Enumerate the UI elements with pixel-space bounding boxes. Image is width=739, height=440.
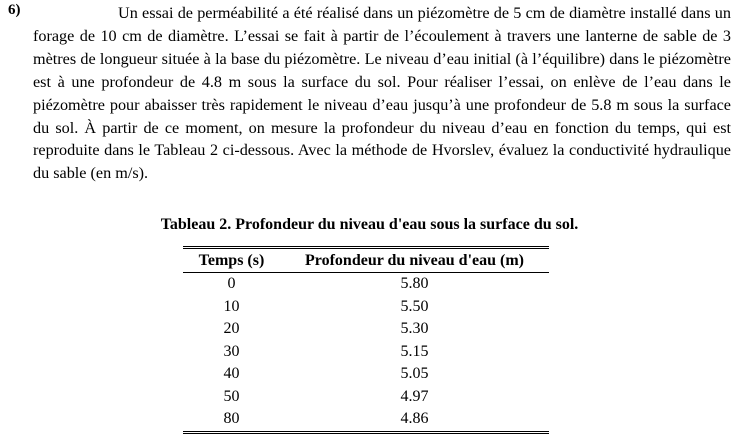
header-depth: Profondeur du niveau d'eau (m) [305,251,524,269]
header-time: Temps (s) [198,251,265,269]
problem-number: 6) [8,2,21,18]
table-row [183,296,549,319]
table-row [183,386,549,409]
table-row [183,341,549,364]
table-header-row [183,248,549,273]
cell-depth: 5.30 [400,320,429,338]
cell-time: 80 [223,410,240,428]
cell-time: 50 [223,387,240,405]
cell-depth: 5.15 [400,342,429,360]
table-caption: Tableau 2. Profondeur du niveau d'eau sous la surface du sol. [160,216,579,233]
table-row [183,318,549,341]
cell-depth: 4.86 [400,410,429,428]
table-row [183,363,549,386]
problem-statement: Un essai de perméabilité a été réalisé dans un piézomètre de 5 cm de diamètre installé dans un forage de 10 cm de diamètre. L’essai se fait à partir de l’écoulement à travers une lanterne de sable de 3 mètres de longueur située à la base du piézomètre. Le niveau d’eau initial (à l’équilibre) dans le piézomètre est à une profondeur de 4.8 m sous la surface du sol. Pour réaliser l’essai, on enlève de l’eau dans le piézomètre pour abaisser très rapidement le niveau d’eau jusqu’à une profondeur de 5.8 m sous la surface du sol. À partir de ce moment, on mesure la profondeur du niveau d’eau en fonction du temps, qui est reproduite dans le Tableau 2 ci-dessous. Avec la méthode de Hvorslev, évaluez la conductivité hydraulique du sable (en m/s). [33,4,731,183]
depth-table [183,246,549,434]
cell-depth: 5.50 [400,297,429,315]
cell-time: 10 [223,297,240,315]
cell-time: 40 [223,365,240,383]
cell-time: 0 [227,275,236,293]
cell-depth: 5.05 [400,365,429,383]
cell-depth: 4.97 [400,387,429,405]
cell-time: 20 [223,320,240,338]
cell-time: 30 [223,342,240,360]
cell-depth: 5.80 [400,275,429,293]
table-row [183,408,549,432]
table-row [183,273,549,296]
